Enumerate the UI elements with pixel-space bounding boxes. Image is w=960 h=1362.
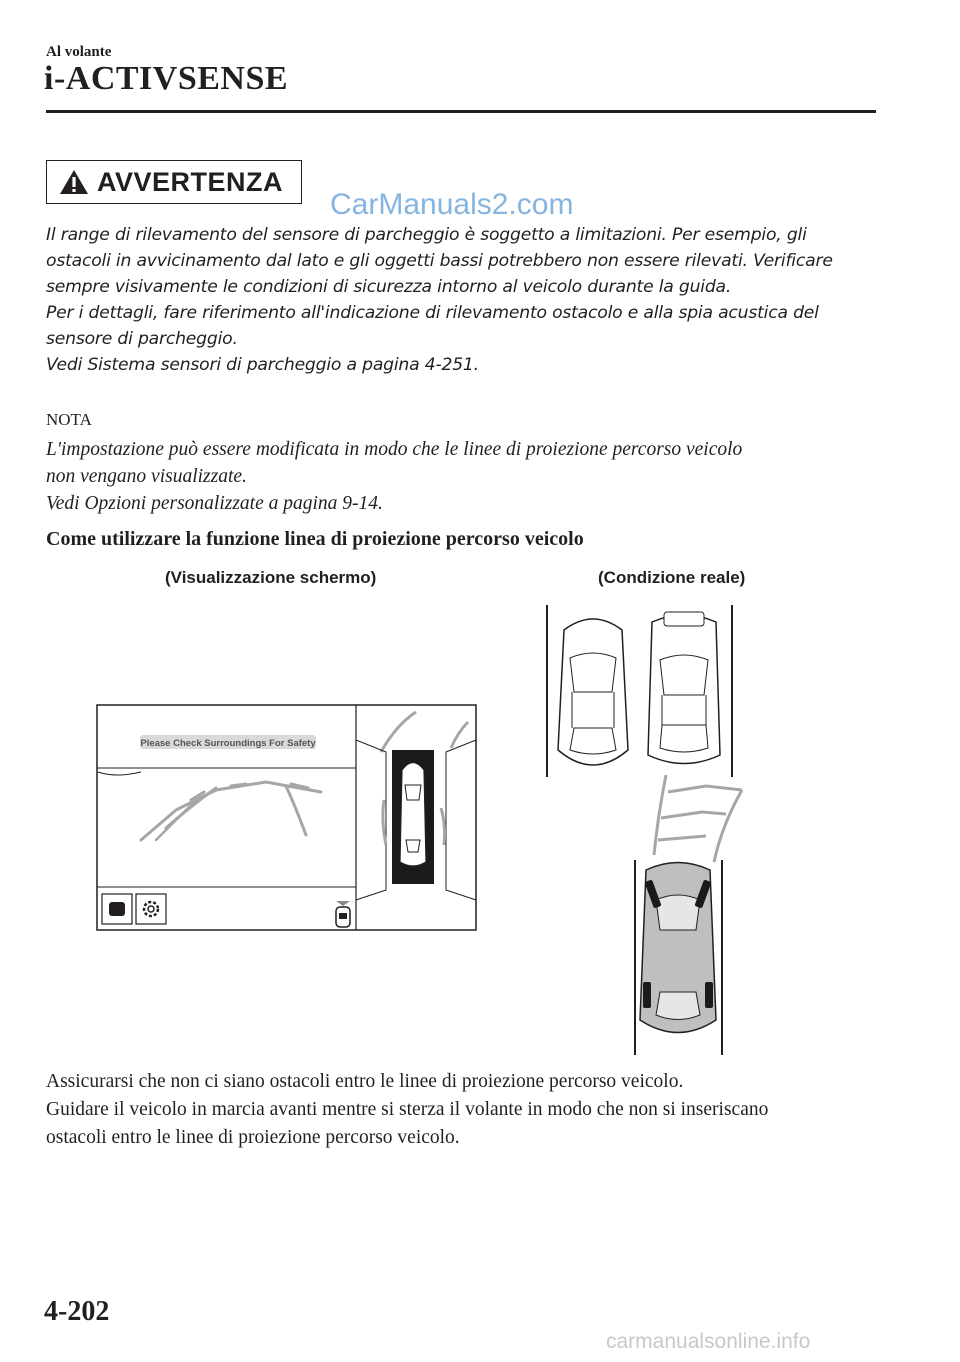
body-text [46,1068,768,1152]
body-line: Assicurarsi che non ci siano ostacoli entro le linee di proiezione percorso veicolo. [46,1071,684,1092]
caption-screen: (Visualizzazione schermo) [165,568,377,587]
parked-car [648,612,720,764]
nota-label: NOTA [46,410,92,429]
section-label: Al volante [46,44,112,60]
nota-line: L'impostazione può essere modificata in modo che le linee di proiezione percorso veicolo [46,439,743,460]
warning-triangle-icon [59,169,89,195]
parked-car [558,619,628,765]
body-line: ostacoli entro le linee di proiezione percorso veicolo. [46,1127,460,1148]
nota-text [46,436,742,517]
warning-text [46,222,886,378]
watermark: CarManuals2.com [330,188,574,221]
warning-line: sensore di parcheggio. [46,329,238,349]
own-vehicle [640,863,716,1033]
body-line: Guidare il veicolo in marcia avanti mentre si sterza il volante in modo che non si inseriscano [46,1099,769,1120]
howto-heading: Come utilizzare la funzione linea di proiezione percorso veicolo [46,528,584,550]
page-title: i-ACTIVSENSE [44,60,289,97]
screen-display [97,705,476,930]
nota-line: non vengano visualizzate. [46,466,247,487]
warning-badge [46,160,302,204]
settings-gear-icon[interactable] [136,894,166,924]
nota-line: Vedi Opzioni personalizzate a pagina 9-14. [46,493,383,514]
warning-label: AVVERTENZA [97,166,284,197]
screen-message: Please Check Surroundings For Safety [140,738,316,749]
warning-line: Il range di rilevamento del sensore di parcheggio è soggetto a limitazioni. Per esempio, gli [46,225,807,245]
warning-line: ostacoli in avvicinamento dal lato e gli oggetti bassi potrebbero non essere rilevati. Verificare [46,251,833,271]
footer-watermark: carmanualsonline.info [606,1330,811,1353]
page-number: 4-202 [44,1296,110,1327]
header-rule [46,110,876,113]
caption-real: (Condizione reale) [598,568,746,587]
warning-line: sempre visivamente le condizioni di sicurezza intorno al veicolo durante la guida. [46,277,732,297]
real-condition [547,605,816,1055]
projection-guide [654,775,742,862]
illustration [96,600,816,1062]
warning-line: Vedi Sistema sensori di parcheggio a pagina 4-251. [46,355,479,375]
warning-line: Per i dettagli, fare riferimento all'indicazione di rilevamento ostacolo e alla spia acustica del [46,303,819,323]
